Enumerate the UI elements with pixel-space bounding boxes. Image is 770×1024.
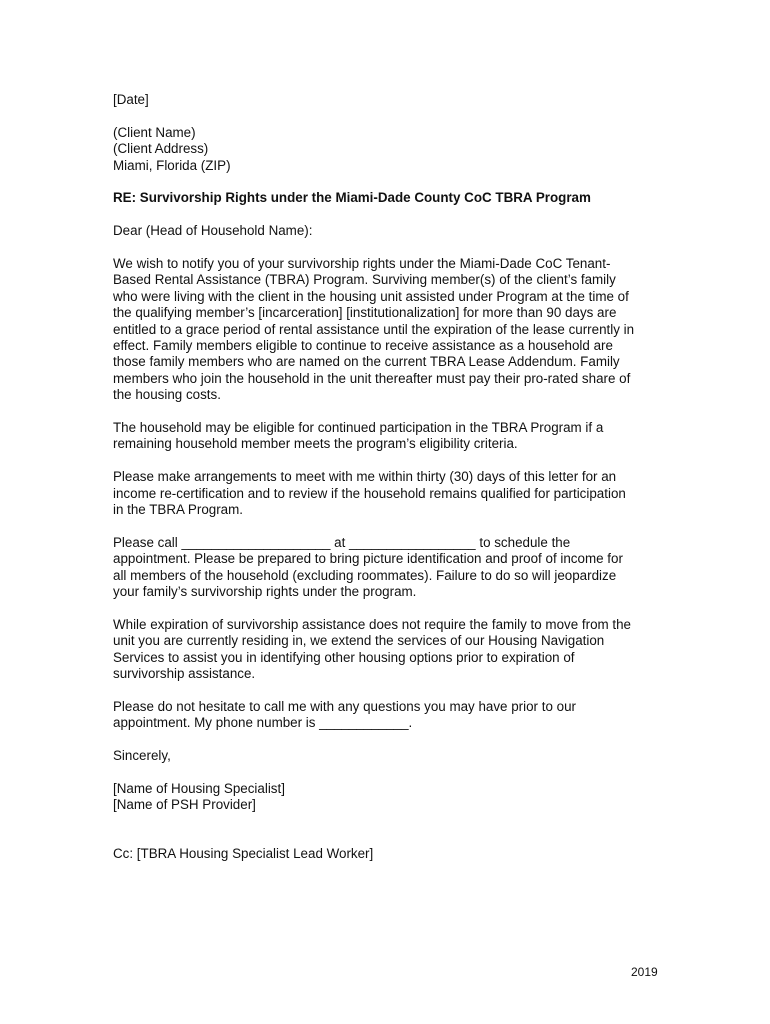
paragraph-line: members who join the household in the unit thereafter must pay their pro-rated share of <box>113 370 631 386</box>
paragraph-eligibility <box>113 420 658 453</box>
paragraph-line: who were living with the client in the housing unit assisted under Program at the time of <box>113 288 629 304</box>
paragraph-line: Services to assist you in identifying other housing options prior to expiration of <box>113 649 575 665</box>
paragraph-schedule-appointment <box>113 535 658 601</box>
paragraph-housing-navigation <box>113 617 658 683</box>
salutation <box>113 223 658 239</box>
closing <box>113 748 658 764</box>
signature-specialist: [Name of Housing Specialist] <box>113 780 285 796</box>
letter-body <box>113 92 658 879</box>
paragraph-line: in the TBRA Program. <box>113 502 243 518</box>
subject-text: RE: Survivorship Rights under the Miami-Dade County CoC TBRA Program <box>113 190 591 206</box>
recipient-city-line: Miami, Florida (ZIP) <box>113 157 231 173</box>
cc-text: Cc: [TBRA Housing Specialist Lead Worker] <box>113 846 374 862</box>
paragraph-line: income re-certification and to review if the household remains qualified for participation <box>113 485 626 501</box>
recipient-name: (Client Name) <box>113 124 196 140</box>
paragraph-line: unit you are currently residing in, we extend the services of our Housing Navigation <box>113 633 605 649</box>
paragraph-contact <box>113 699 658 732</box>
paragraph-line: The household may be eligible for continued participation in the TBRA Program if a <box>113 420 604 436</box>
paragraph-line: the housing costs. <box>113 387 221 403</box>
salutation-text: Dear (Head of Household Name): <box>113 223 313 239</box>
paragraph-line: Please do not hesitate to call me with any questions you may have prior to our <box>113 698 576 714</box>
paragraph-line: entitled to a grace period of rental assistance until the expiration of the lease currently in <box>113 321 635 337</box>
paragraph-line: appointment. Please be prepared to bring picture identification and proof of income for <box>113 551 623 567</box>
recipient-address-block <box>113 125 658 174</box>
paragraph-arrangements <box>113 469 658 518</box>
paragraph-line: While expiration of survivorship assistance does not require the family to move from the <box>113 616 632 632</box>
paragraph-line: the qualifying member’s [incarceration] [institutionalization] for more than 90 days are <box>113 305 617 321</box>
paragraph-line: We wish to notify you of your survivorship rights under the Miami-Dade CoC Tenant- <box>113 256 611 271</box>
date-text: [Date] <box>113 92 149 107</box>
paragraph-line: Please call ____________________ at _________________ to schedule the <box>113 534 571 550</box>
subject-line <box>113 190 658 206</box>
paragraph-line: remaining household member meets the program’s eligibility criteria. <box>113 436 518 452</box>
paragraph-survivorship-rights <box>113 256 658 404</box>
signature-provider: [Name of PSH Provider] <box>113 797 256 813</box>
spacer <box>113 830 658 846</box>
paragraph-line: your family’s survivorship rights under the program. <box>113 584 417 600</box>
paragraph-line: Please make arrangements to meet with me within thirty (30) days of this letter for an <box>113 469 617 485</box>
paragraph-line: Based Rental Assistance (TBRA) Program. Surviving member(s) of the client’s family <box>113 272 616 288</box>
cc-line <box>113 846 658 862</box>
paragraph-line: effect. Family members eligible to continue to receive assistance as a household are <box>113 338 613 354</box>
closing-text: Sincerely, <box>113 748 171 764</box>
signature-block <box>113 781 658 814</box>
paragraph-line: those family members who are named on the current TBRA Lease Addendum. Family <box>113 354 620 370</box>
paragraph-line: all members of the household (excluding roommates). Failure to do so will jeopardize <box>113 567 617 583</box>
footer-year: 2019 <box>631 965 658 979</box>
recipient-address: (Client Address) <box>113 141 209 157</box>
letter-date <box>113 92 658 108</box>
paragraph-line: survivorship assistance. <box>113 666 256 682</box>
paragraph-line: appointment. My phone number is ____________. <box>113 715 413 731</box>
